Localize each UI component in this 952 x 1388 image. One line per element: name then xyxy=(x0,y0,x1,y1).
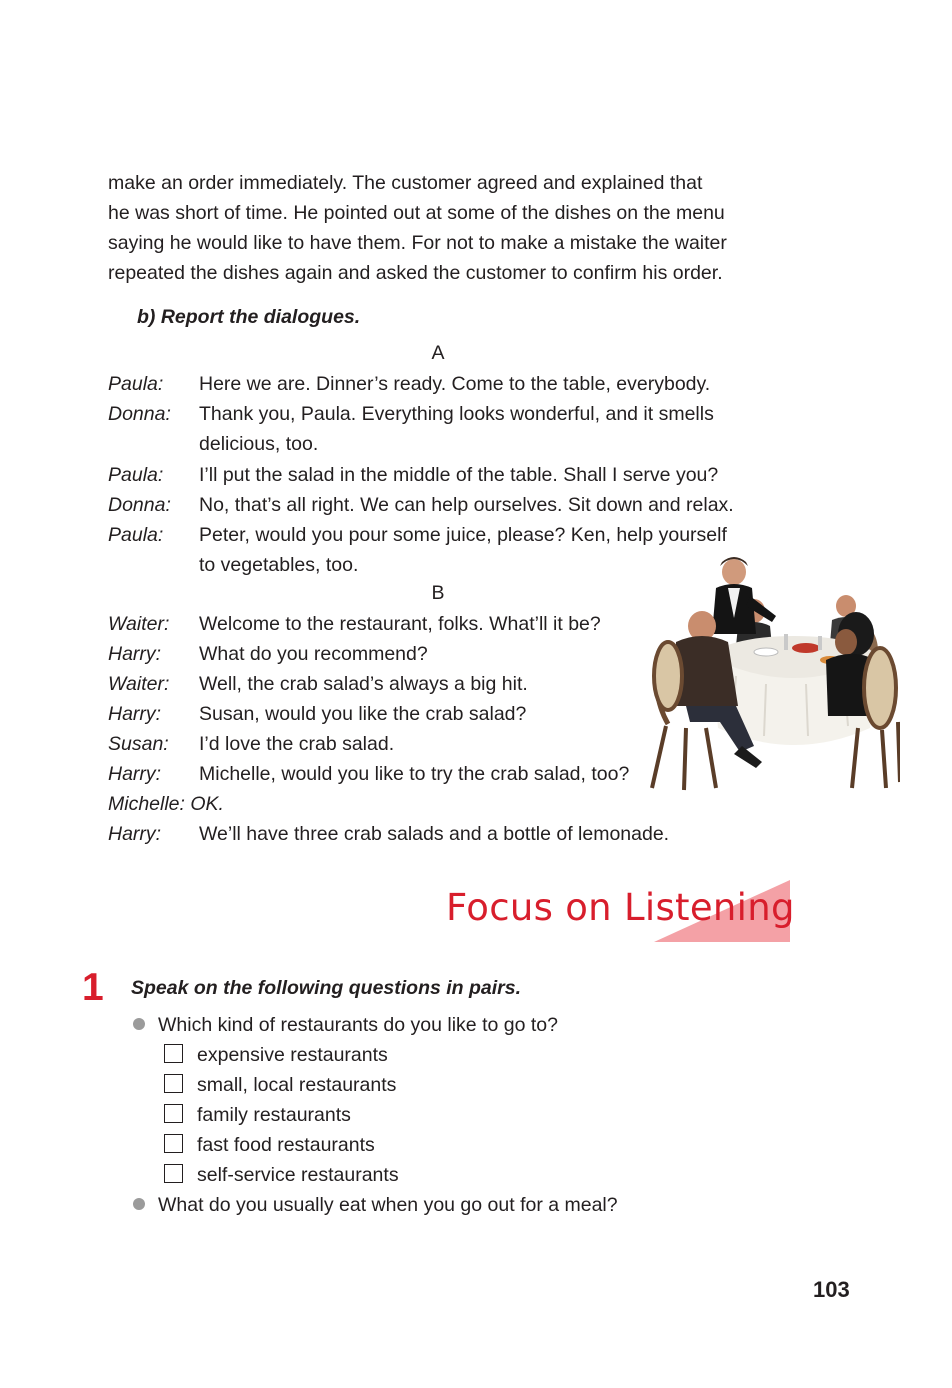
restaurant-table-scene-icon xyxy=(646,556,900,794)
checkbox[interactable] xyxy=(164,1074,183,1093)
dialogue-text: We’ll have three crab salads and a bottle of lemonade. xyxy=(199,823,670,845)
option-label: expensive restaurants xyxy=(197,1044,388,1066)
speaker-name: Donna: xyxy=(108,494,171,516)
question-item xyxy=(133,1190,618,1220)
question-item xyxy=(133,1010,558,1040)
speaker-name: Paula: xyxy=(108,373,164,395)
speaker-name: Paula: xyxy=(108,464,164,486)
question-text: What do you usually eat when you go out for a meal? xyxy=(158,1194,618,1216)
dialogue-text: Welcome to the restaurant, folks. What’ll it be? xyxy=(199,613,601,635)
option-item xyxy=(164,1160,399,1190)
speaker-name: Harry: xyxy=(108,763,162,785)
checkbox[interactable] xyxy=(164,1134,183,1153)
dialogue-text: Here we are. Dinner’s ready. Come to the table, everybody. xyxy=(199,373,711,395)
speaker-name: Paula: xyxy=(108,524,164,546)
dialogue-text: Michelle, would you like to try the crab salad, too? xyxy=(199,763,630,785)
intro-line: he was short of time. He pointed out at some of the dishes on the menu xyxy=(108,202,725,224)
speaker-name: Harry: xyxy=(108,703,162,725)
dialogue-text: I’ll put the salad in the middle of the table. Shall I serve you? xyxy=(199,464,719,486)
checkbox[interactable] xyxy=(164,1164,183,1183)
dialogue-text: delicious, too. xyxy=(199,433,319,455)
option-item xyxy=(164,1130,375,1160)
dialogue-text: Well, the crab salad’s always a big hit. xyxy=(199,673,528,695)
dialogue-text: I’d love the crab salad. xyxy=(199,733,395,755)
intro-line: repeated the dishes again and asked the customer to confirm his order. xyxy=(108,262,723,284)
intro-line: saying he would like to have them. For not to make a mistake the waiter xyxy=(108,232,727,254)
page-number: 103 xyxy=(813,1277,850,1302)
task-b-heading: b) Report the dialogues. xyxy=(137,306,361,328)
speaker-name: Waiter: xyxy=(108,613,170,635)
dialogue-text: Peter, would you pour some juice, please? Ken, help yourself xyxy=(199,524,727,546)
dialogue-text: Susan, would you like the crab salad? xyxy=(199,703,527,725)
speaker-name: Waiter: xyxy=(108,673,170,695)
speaker-name: Michelle: OK. xyxy=(108,793,224,815)
dialogue-text: What do you recommend? xyxy=(199,643,428,665)
option-label: fast food restaurants xyxy=(197,1134,375,1156)
dialogue-text: No, that’s all right. We can help ourselves. Sit down and relax. xyxy=(199,494,734,516)
checkbox[interactable] xyxy=(164,1104,183,1123)
option-item xyxy=(164,1100,351,1130)
exercise-number: 1 xyxy=(82,966,104,1009)
intro-line: make an order immediately. The customer agreed and explained that xyxy=(108,172,703,194)
option-label: self-service restaurants xyxy=(197,1164,399,1186)
intro-paragraph xyxy=(108,168,808,288)
checkbox[interactable] xyxy=(164,1044,183,1063)
option-label: small, local restaurants xyxy=(197,1074,397,1096)
option-label: family restaurants xyxy=(197,1104,351,1126)
speaker-name: Donna: xyxy=(108,403,171,425)
exercise-title: Speak on the following questions in pairs. xyxy=(131,977,522,999)
option-item xyxy=(164,1040,388,1070)
dialogue-text: Thank you, Paula. Everything looks wonderful, and it smells xyxy=(199,403,714,425)
bullet-icon xyxy=(133,1198,145,1210)
dialogue-b-heading: B xyxy=(431,582,445,604)
bullet-icon xyxy=(133,1018,145,1030)
dialogue-a-heading: A xyxy=(431,342,445,364)
speaker-name: Susan: xyxy=(108,733,169,755)
speaker-name: Harry: xyxy=(108,823,162,845)
dialogue-text: to vegetables, too. xyxy=(199,554,359,576)
question-text: Which kind of restaurants do you like to go to? xyxy=(158,1014,558,1036)
option-item xyxy=(164,1070,396,1100)
section-title: Focus on Listening xyxy=(446,886,795,929)
speaker-name: Harry: xyxy=(108,643,162,665)
